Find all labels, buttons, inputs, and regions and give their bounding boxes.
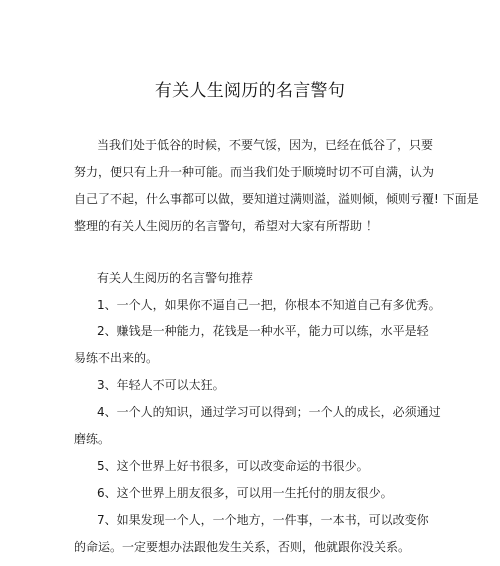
intro-line-3: 自己了不起，什么事都可以做，要知道过满则溢，溢则倾，倾则亏覆! 下面是 xyxy=(74,192,479,206)
page-title: 有关人生阅历的名言警句 xyxy=(154,81,346,101)
section-heading: 有关人生阅历的名言警句推荐 xyxy=(97,271,254,285)
list-item-continuation: 磨练。 xyxy=(74,432,111,446)
intro-line-4: 整理的有关人生阅历的名言警句，希望对大家有所帮助 ！ xyxy=(74,219,378,233)
list-item: 6、这个世界上朋友很多，可以用一生托付的朋友很少。 xyxy=(97,486,393,500)
list-item-continuation: 的命运。一定要想办法跟他发生关系，否则，他就跟你没关系。 xyxy=(74,540,411,554)
list-item: 3、年轻人不可以太狂。 xyxy=(97,378,225,392)
list-item-continuation: 易练不出来的。 xyxy=(74,351,159,365)
list-item: 4、一个人的知识，通过学习可以得到；一个人的成长，必须通过 xyxy=(97,405,441,419)
list-item: 5、这个世界上好书很多，可以改变命运的书很少。 xyxy=(97,459,369,473)
list-item: 7、如果发现一个人，一个地方，一件事，一本书，可以改变你 xyxy=(97,513,429,527)
intro-line-1: 当我们处于低谷的时候，不要气馁，因为，已经在低谷了，只要 xyxy=(97,138,434,152)
list-item: 1、一个人，如果你不逼自己一把，你根本不知道自己有多优秀。 xyxy=(97,298,441,312)
intro-line-2: 努力，便只有上升一种可能。而当我们处于顺境时切不可自满，认为 xyxy=(74,165,435,179)
list-item: 2、赚钱是一种能力，花钱是一种水平，能力可以练，水平是轻 xyxy=(97,324,429,338)
